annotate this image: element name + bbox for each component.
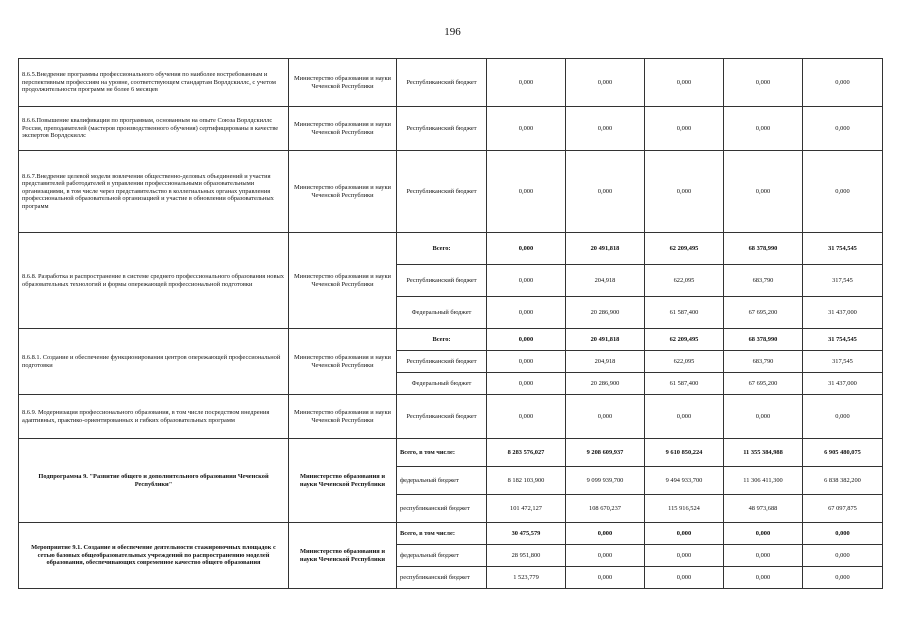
value-cell: 11 355 384,988 xyxy=(724,439,803,467)
responsible-ministry: Министерство образования и науки Чеченской Республики xyxy=(289,439,397,523)
value-cell: 61 587,400 xyxy=(645,373,724,395)
value-cell: 0,000 xyxy=(566,151,645,233)
value-cell: 0,000 xyxy=(724,523,803,545)
value-cell: 101 472,127 xyxy=(487,495,566,523)
value-cell: 28 951,800 xyxy=(487,545,566,567)
value-cell: 8 283 576,027 xyxy=(487,439,566,467)
value-cell: 31 437,000 xyxy=(803,373,883,395)
value-cell: 31 754,545 xyxy=(803,233,883,265)
value-cell: 0,000 xyxy=(487,297,566,329)
value-cell: 0,000 xyxy=(487,395,566,439)
value-cell: 317,545 xyxy=(803,351,883,373)
page-number: 196 xyxy=(444,26,461,38)
value-cell: 108 670,237 xyxy=(566,495,645,523)
value-cell: 0,000 xyxy=(724,567,803,589)
value-cell: 0,000 xyxy=(645,545,724,567)
value-cell: 31 437,000 xyxy=(803,297,883,329)
value-cell: 67 695,200 xyxy=(724,297,803,329)
value-cell: 1 523,779 xyxy=(487,567,566,589)
value-cell: 0,000 xyxy=(724,151,803,233)
value-cell: 9 494 933,700 xyxy=(645,467,724,495)
value-cell: 62 209,495 xyxy=(645,233,724,265)
value-cell: 0,000 xyxy=(487,329,566,351)
value-cell: 20 286,900 xyxy=(566,373,645,395)
funding-source: федеральный бюджет xyxy=(397,467,487,495)
value-cell: 317,545 xyxy=(803,265,883,297)
funding-source: Всего, в том числе: xyxy=(397,523,487,545)
table-row-8-6-7 xyxy=(19,151,883,233)
funding-source: республиканский бюджет xyxy=(397,495,487,523)
value-cell: 0,000 xyxy=(645,523,724,545)
responsible-ministry: Министерство образования и науки Чеченской Республики xyxy=(289,151,397,233)
funding-source: Республиканский бюджет xyxy=(397,395,487,439)
value-cell: 0,000 xyxy=(566,545,645,567)
value-cell: 683,790 xyxy=(724,265,803,297)
value-cell: 62 209,495 xyxy=(645,329,724,351)
value-cell: 115 916,524 xyxy=(645,495,724,523)
value-cell: 67 695,200 xyxy=(724,373,803,395)
value-cell: 204,918 xyxy=(566,265,645,297)
value-cell: 0,000 xyxy=(487,265,566,297)
table-row-8-6-8-1-total xyxy=(19,329,883,351)
value-cell: 0,000 xyxy=(566,523,645,545)
row-description: 8.6.8.1. Создание и обеспечение функционирования центров опережающей профессиональной подготовки xyxy=(19,329,289,395)
value-cell: 0,000 xyxy=(645,151,724,233)
table-row-8-6-5 xyxy=(19,59,883,107)
budget-table xyxy=(18,58,883,589)
responsible-ministry: Министерство образования и науки Чеченской Республики xyxy=(289,329,397,395)
value-cell: 48 973,688 xyxy=(724,495,803,523)
funding-source: Республиканский бюджет xyxy=(397,265,487,297)
value-cell: 0,000 xyxy=(487,107,566,151)
table-row-measure-9-1-total xyxy=(19,523,883,545)
value-cell: 0,000 xyxy=(645,567,724,589)
value-cell: 0,000 xyxy=(645,395,724,439)
value-cell: 0,000 xyxy=(724,59,803,107)
value-cell: 0,000 xyxy=(803,545,883,567)
value-cell: 0,000 xyxy=(487,233,566,265)
value-cell: 8 182 103,900 xyxy=(487,467,566,495)
value-cell: 0,000 xyxy=(566,395,645,439)
value-cell: 0,000 xyxy=(803,59,883,107)
value-cell: 0,000 xyxy=(724,545,803,567)
table-row-8-6-8-total xyxy=(19,233,883,265)
value-cell: 204,918 xyxy=(566,351,645,373)
value-cell: 0,000 xyxy=(803,523,883,545)
value-cell: 9 099 939,700 xyxy=(566,467,645,495)
responsible-ministry: Министерство образования и науки Чеченской Республики xyxy=(289,523,397,589)
responsible-ministry: Министерство образования и науки Чеченской Республики xyxy=(289,59,397,107)
value-cell: 68 378,990 xyxy=(724,233,803,265)
value-cell: 31 754,545 xyxy=(803,329,883,351)
funding-source: Республиканский бюджет xyxy=(397,151,487,233)
value-cell: 30 475,579 xyxy=(487,523,566,545)
value-cell: 0,000 xyxy=(724,107,803,151)
value-cell: 9 610 850,224 xyxy=(645,439,724,467)
value-cell: 0,000 xyxy=(487,373,566,395)
value-cell: 0,000 xyxy=(487,151,566,233)
value-cell: 0,000 xyxy=(724,395,803,439)
row-description: 8.6.7.Внедрение целевой модели вовлечения общественно-деловых объединений и участия представителей работодателей в управлении профессиональными образовательными организациями, в том числе через представительство в коллегиальных органах управления профессиональной образовательной организацией и участие в обновлении образовательных программ xyxy=(19,151,289,233)
value-cell: 0,000 xyxy=(803,107,883,151)
responsible-ministry: Министерство образования и науки Чеченской Республики xyxy=(289,395,397,439)
value-cell: 0,000 xyxy=(645,59,724,107)
value-cell: 0,000 xyxy=(566,59,645,107)
value-cell: 20 286,900 xyxy=(566,297,645,329)
funding-source: Всего: xyxy=(397,329,487,351)
row-description: Мероприятие 9.1. Создание и обеспечение деятельности стажировочных площадок с сетью базовых общеобразовательных учреждений по распространению моделей образования, обеспечивающих современное качество общего образования xyxy=(19,523,289,589)
value-cell: 683,790 xyxy=(724,351,803,373)
value-cell: 622,095 xyxy=(645,351,724,373)
table-row-subprogram-9-total xyxy=(19,439,883,467)
value-cell: 61 587,400 xyxy=(645,297,724,329)
funding-source: республиканский бюджет xyxy=(397,567,487,589)
value-cell: 20 491,818 xyxy=(566,233,645,265)
value-cell: 67 097,875 xyxy=(803,495,883,523)
value-cell: 9 208 609,937 xyxy=(566,439,645,467)
row-description: 8.6.8. Разработка и распространение в системе среднего профессионального образования новых образовательных технологий и формы опережающей профессиональной подготовки xyxy=(19,233,289,329)
value-cell: 11 306 411,300 xyxy=(724,467,803,495)
funding-source: Всего, в том числе: xyxy=(397,439,487,467)
value-cell: 0,000 xyxy=(803,151,883,233)
value-cell: 0,000 xyxy=(487,59,566,107)
row-description: 8.6.9. Модернизация профессионального образования, в том числе посредством внедрения адаптивных, практико-ориентированных и гибких образовательных программ xyxy=(19,395,289,439)
value-cell: 0,000 xyxy=(487,351,566,373)
responsible-ministry: Министерство образования и науки Чеченской Республики xyxy=(289,233,397,329)
funding-source: Федеральный бюджет xyxy=(397,297,487,329)
funding-source: Республиканский бюджет xyxy=(397,107,487,151)
value-cell: 0,000 xyxy=(566,567,645,589)
funding-source: федеральный бюджет xyxy=(397,545,487,567)
value-cell: 6 905 480,075 xyxy=(803,439,883,467)
row-description: 8.6.6.Повышение квалификации по программам, основанным на опыте Союза Ворлдскиллс Россия, преподавателей (мастеров производственного обучения) сертифицированы в качестве экспертов Ворлдскиллс xyxy=(19,107,289,151)
table-row-8-6-9 xyxy=(19,395,883,439)
value-cell: 0,000 xyxy=(645,107,724,151)
value-cell: 68 378,990 xyxy=(724,329,803,351)
value-cell: 0,000 xyxy=(803,567,883,589)
funding-source: Республиканский бюджет xyxy=(397,59,487,107)
row-description: Подпрограмма 9. "Развитие общего и дополнительного образования Чеченской Республики" xyxy=(19,439,289,523)
value-cell: 6 838 382,200 xyxy=(803,467,883,495)
value-cell: 0,000 xyxy=(566,107,645,151)
table-row-8-6-6 xyxy=(19,107,883,151)
value-cell: 622,095 xyxy=(645,265,724,297)
value-cell: 20 491,818 xyxy=(566,329,645,351)
row-description: 8.6.5.Внедрение программы профессионального обучения по наиболее востребованным и перспективным профессиям на уровне, соответствующем стандартам Ворлдскиллс, с учетом продолжительности программ не более 6 месяцев xyxy=(19,59,289,107)
funding-source: Федеральный бюджет xyxy=(397,373,487,395)
responsible-ministry: Министерство образования и науки Чеченской Республики xyxy=(289,107,397,151)
funding-source: Всего: xyxy=(397,233,487,265)
funding-source: Республиканский бюджет xyxy=(397,351,487,373)
value-cell: 0,000 xyxy=(803,395,883,439)
